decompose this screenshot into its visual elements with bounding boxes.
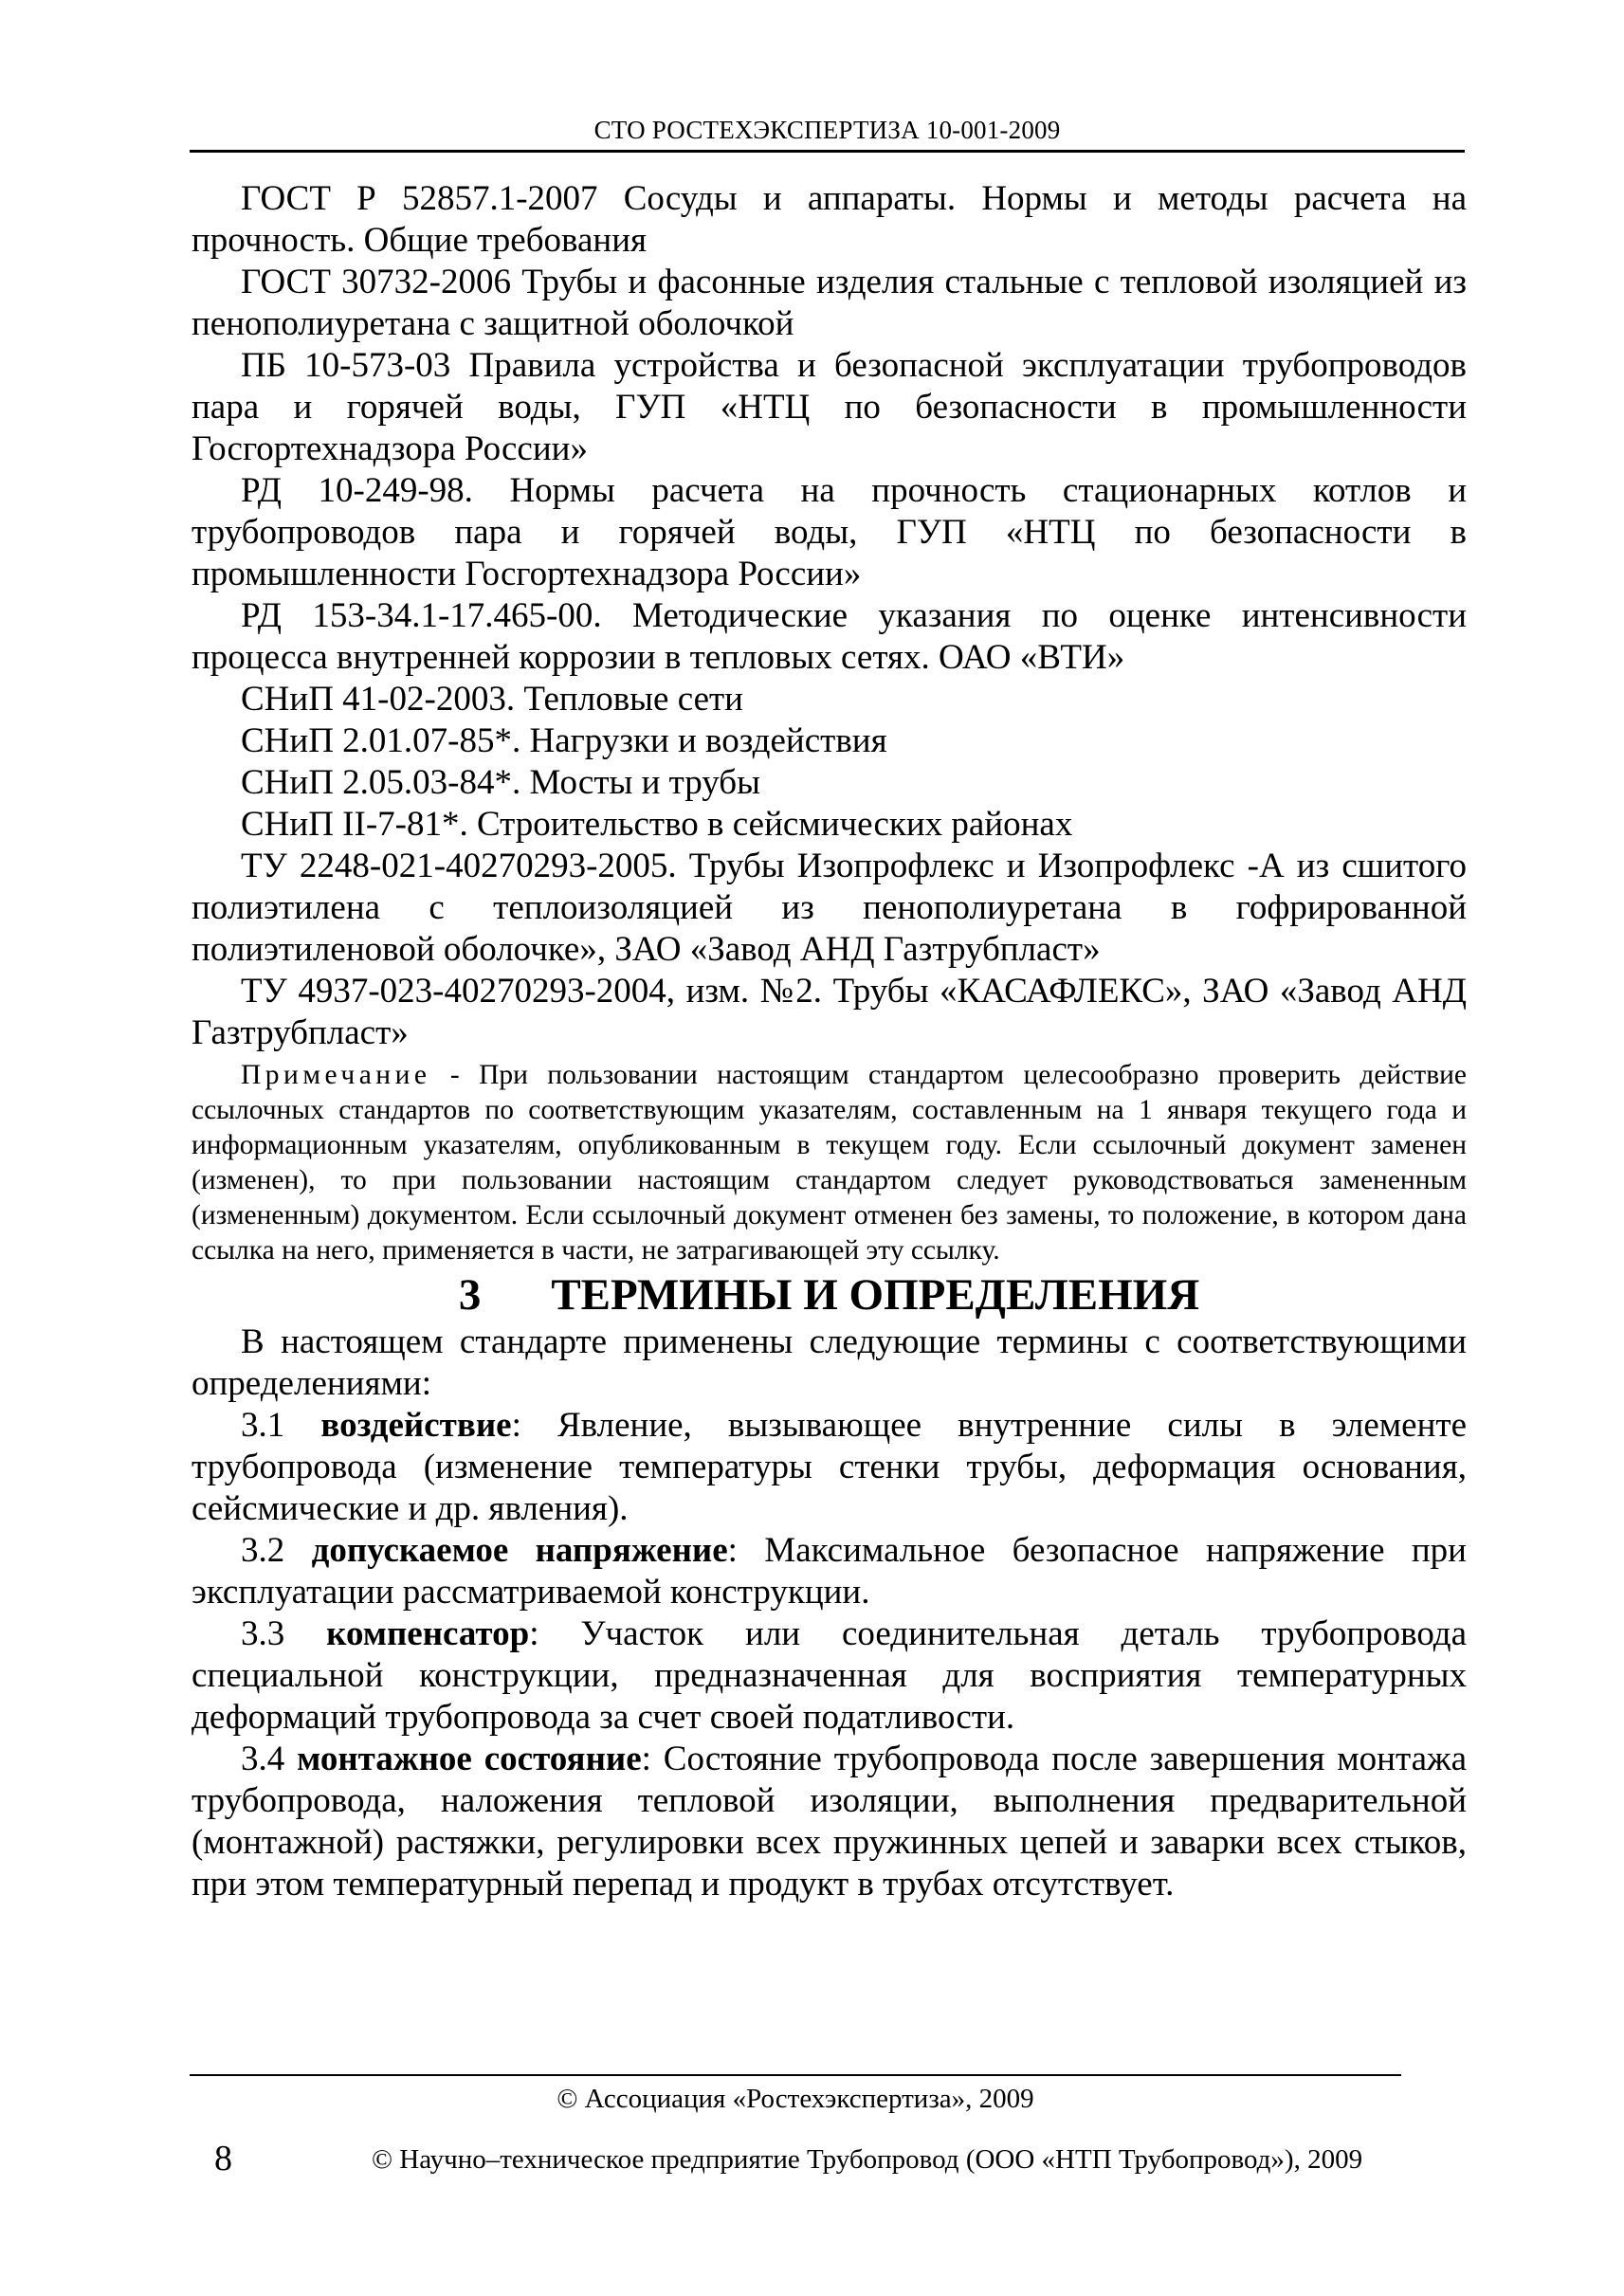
section-intro: В настоящем стандарте применены следующие термины с соответствующими определениями: (192, 1322, 1467, 1403)
reference-item: ПБ 10-573-03 Правила устройства и безопасной эксплуатации трубопроводов пара и горячей воды, ГУП «НТЦ по безопасности в промышленности Госгортехнадзора России» (192, 346, 1467, 468)
page-header: СТО РОСТЕХЭКСПЕРТИЗА 10-001-2009 (593, 116, 1061, 144)
reference-item: ТУ 2248-021-40270293-2005. Трубы Изопрофлекс и Изопрофлекс -А из сшитого полиэтилена с теплоизоляцией из пенополиуретана в гофрированной полиэтиленовой оболочке», ЗАО «Завод АНД Газтрубпласт» (192, 847, 1467, 969)
page-number: 8 (214, 2139, 232, 2178)
term-definition (192, 1739, 1467, 1905)
reference-item: ТУ 4937-023-40270293-2004, изм. №2. Трубы «КАСАФЛЕКС», ЗАО «Завод АНД Газтрубпласт» (192, 972, 1467, 1052)
term-text: : Состояние трубопровода после завершения монтажа трубопровода, наложения тепловой изоляции, выполнения предварительной (монтажной) растяжки, регулировки всех пружинных цепей и заварки всех стыков, при этом температурный перепад и продукт в трубах отсутствует. (192, 1740, 1468, 1904)
term-number: 3.2 (241, 1531, 312, 1570)
section-number: 3 (458, 1270, 482, 1320)
term-name: воздействие (320, 1406, 512, 1445)
term-number: 3.4 (241, 1740, 298, 1778)
term-definition (192, 1613, 1467, 1739)
header-rule (190, 150, 1465, 153)
note-paragraph (192, 1058, 1467, 1268)
section-title: ТЕРМИНЫ И ОПРЕДЕЛЕНИЯ (551, 1270, 1200, 1320)
reference-item: ГОСТ 30732-2006 Трубы и фасонные изделия стальные с тепловой изоляцией из пенополиуретана с защитной оболочкой (192, 263, 1467, 343)
reference-item: СНиП 41-02-2003. Тепловые сети (241, 680, 743, 719)
note-label: Примечание (241, 1060, 431, 1090)
reference-item: СНиП 2.01.07-85*. Нагрузки и воздействия (241, 721, 887, 760)
footer-rule (190, 2074, 1401, 2076)
term-definition (192, 1530, 1467, 1613)
term-name: монтажное состояние (297, 1740, 642, 1778)
reference-item: СНиП II-7-81*. Строительство в сейсмических районах (241, 805, 1073, 844)
term-definition (192, 1405, 1467, 1530)
reference-item: РД 10-249-98. Нормы расчета на прочность стационарных котлов и трубопроводов пара и горячей воды, ГУП «НТЦ по безопасности в промышленности Госгортехнадзора России» (192, 471, 1467, 593)
term-text: : Максимальное безопасное напряжение при эксплуатации рассматриваемой конструкции. (192, 1531, 1467, 1612)
term-number: 3.1 (241, 1406, 321, 1445)
reference-item: РД 153-34.1-17.465-00. Методические указания по оценке интенсивности процесса внутренней коррозии в тепловых сетях. ОАО «ВТИ» (192, 596, 1467, 677)
term-number: 3.3 (241, 1614, 327, 1653)
term-name: компенсатор (326, 1614, 530, 1653)
footer-copyright-association: © Ассоциация «Ростехэкспертиза», 2009 (557, 2084, 1034, 2114)
term-text: : Явление, вызывающее внутренние силы в элементе трубопровода (изменение температуры стенки трубы, деформация основания, сейсмические и др. явления). (192, 1406, 1467, 1528)
footer-copyright-company: © Научно–техническое предприятие Трубопровод (ООО «НТП Трубопровод»), 2009 (372, 2144, 1363, 2175)
term-name: допускаемое напряжение (311, 1531, 728, 1570)
reference-item: СНиП 2.05.03-84*. Мосты и трубы (241, 763, 760, 802)
note-text: - При пользовании настоящим стандартом целесообразно проверить действие ссылочных стандартов по соответствующим указателям, составленным на 1 января текущего года и информационным указателям, опубликованным в текущем году. Если ссылочный документ заменен (изменен), то при пользовании настоящим стандартом следует руководствоваться замененным (измененным) документом. Если ссылочный документ отменен без замены, то положение, в котором дана ссылка на него, применяется в части, не затрагивающей эту ссылку. (192, 1060, 1467, 1266)
section-heading (192, 1268, 1467, 1321)
page-content (192, 178, 1467, 1905)
term-text: : Участок или соединительная деталь трубопровода специальной конструкции, предназначенная для восприятия температурных деформаций трубопровода за счет своей податливости. (192, 1614, 1468, 1737)
reference-item: ГОСТ Р 52857.1-2007 Сосуды и аппараты. Нормы и методы расчета на прочность. Общие требования (192, 179, 1467, 260)
